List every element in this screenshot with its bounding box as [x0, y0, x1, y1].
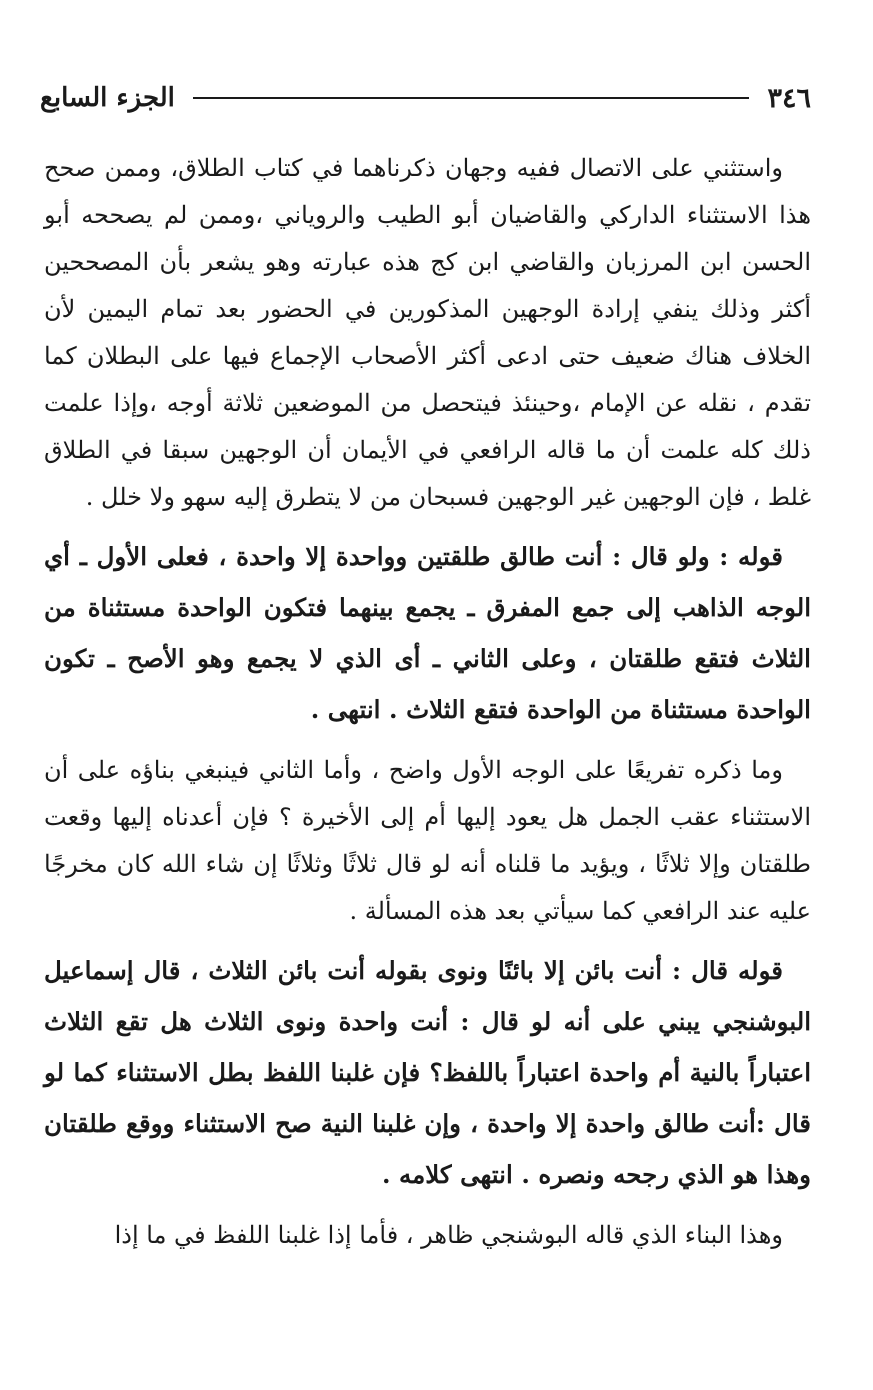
paragraph-plain: وهذا البناء الذي قاله البوشنجي ظاهر ، فأما إذا غلبنا اللفظ في ما إذا: [114, 1221, 783, 1249]
page-number: ٣٤٦: [767, 82, 811, 114]
paragraph-quote: قوله قال : أنت بائن إلا بائنًا ونوى بقوله أنت بائن الثلاث ، قال إسماعيل البوشنجي يبني على أنه لو قال : أنت واحدة ونوى الثلاث هل تقع الثلاث اعتباراً بالنية أم واحدة اعتباراً باللفظ؟ فإن غلبنا اللفظ بطل الاستثناء كما لو قال :أنت طالق واحدة إلا واحدة ، وإن غلبنا النية صح الاستثناء ووقع طلقتان وهذا هو الذي رجحه ونصره . انتهى كلامه .: [44, 956, 811, 1189]
paragraph-plain: واستثني على الاتصال ففيه وجهان ذكرناهما في كتاب الطلاق، وممن صحح هذا الاستثناء الداركي والقاضيان أبو الطيب والروياني ،وممن لم يصححه أبو الحسن ابن المرزبان والقاضي ابن كج هذه عبارته وهو يشعر بأن المصححين أكثر وذلك ينفي إرادة الوجهين المذكورين في الحضور بعد تمام اليمين لأن الخلاف هناك ضعيف حتى ادعى أكثر الأصحاب الإجماع فيها على البطلان كما تقدم ، نقله عن الإمام ،وحينئذ فيتحصل من الموضعين ثلاثة أوجه ،وإذا علمت ذلك كله علمت أن ما قاله الرافعي في الأيمان أن الوجهين سبقا في الطلاق غلط ، فإن الوجهين غير الوجهين فسبحان من لا يتطرق إليه سهو ولا خلل .: [44, 154, 811, 511]
part-title: الجزء السابع: [40, 83, 175, 113]
page-body: [44, 145, 811, 1269]
paragraph-quote: قوله : ولو قال : أنت طالق طلقتين وواحدة إلا واحدة ، فعلى الأول ـ أي الوجه الذاهب إلى جمع المفرق ـ يجمع بينهما فتكون الواحدة مستثناة من الثلاث فتقع طلقتان ، وعلى الثاني ـ أى الذي لا يجمع وهو الأصح ـ تكون الواحدة مستثناة من الواحدة فتقع الثلاث . انتهى .: [44, 542, 811, 724]
running-header: [40, 78, 811, 118]
header-rule: [193, 97, 750, 99]
paragraph-plain: وما ذكره تفريعًا على الوجه الأول واضح ، وأما الثاني فينبغي بناؤه على أن الاستثناء عقب الجمل هل يعود إليها أم إلى الأخيرة ؟ فإن أعدناه إليها وقعت طلقتان وإلا ثلاثًا ، ويؤيد ما قلناه أنه لو قال ثلاثًا وثلاثًا إن شاء الله كان مخرجًا عليه عند الرافعي كما سيأتي بعد هذه المسألة .: [44, 756, 811, 925]
